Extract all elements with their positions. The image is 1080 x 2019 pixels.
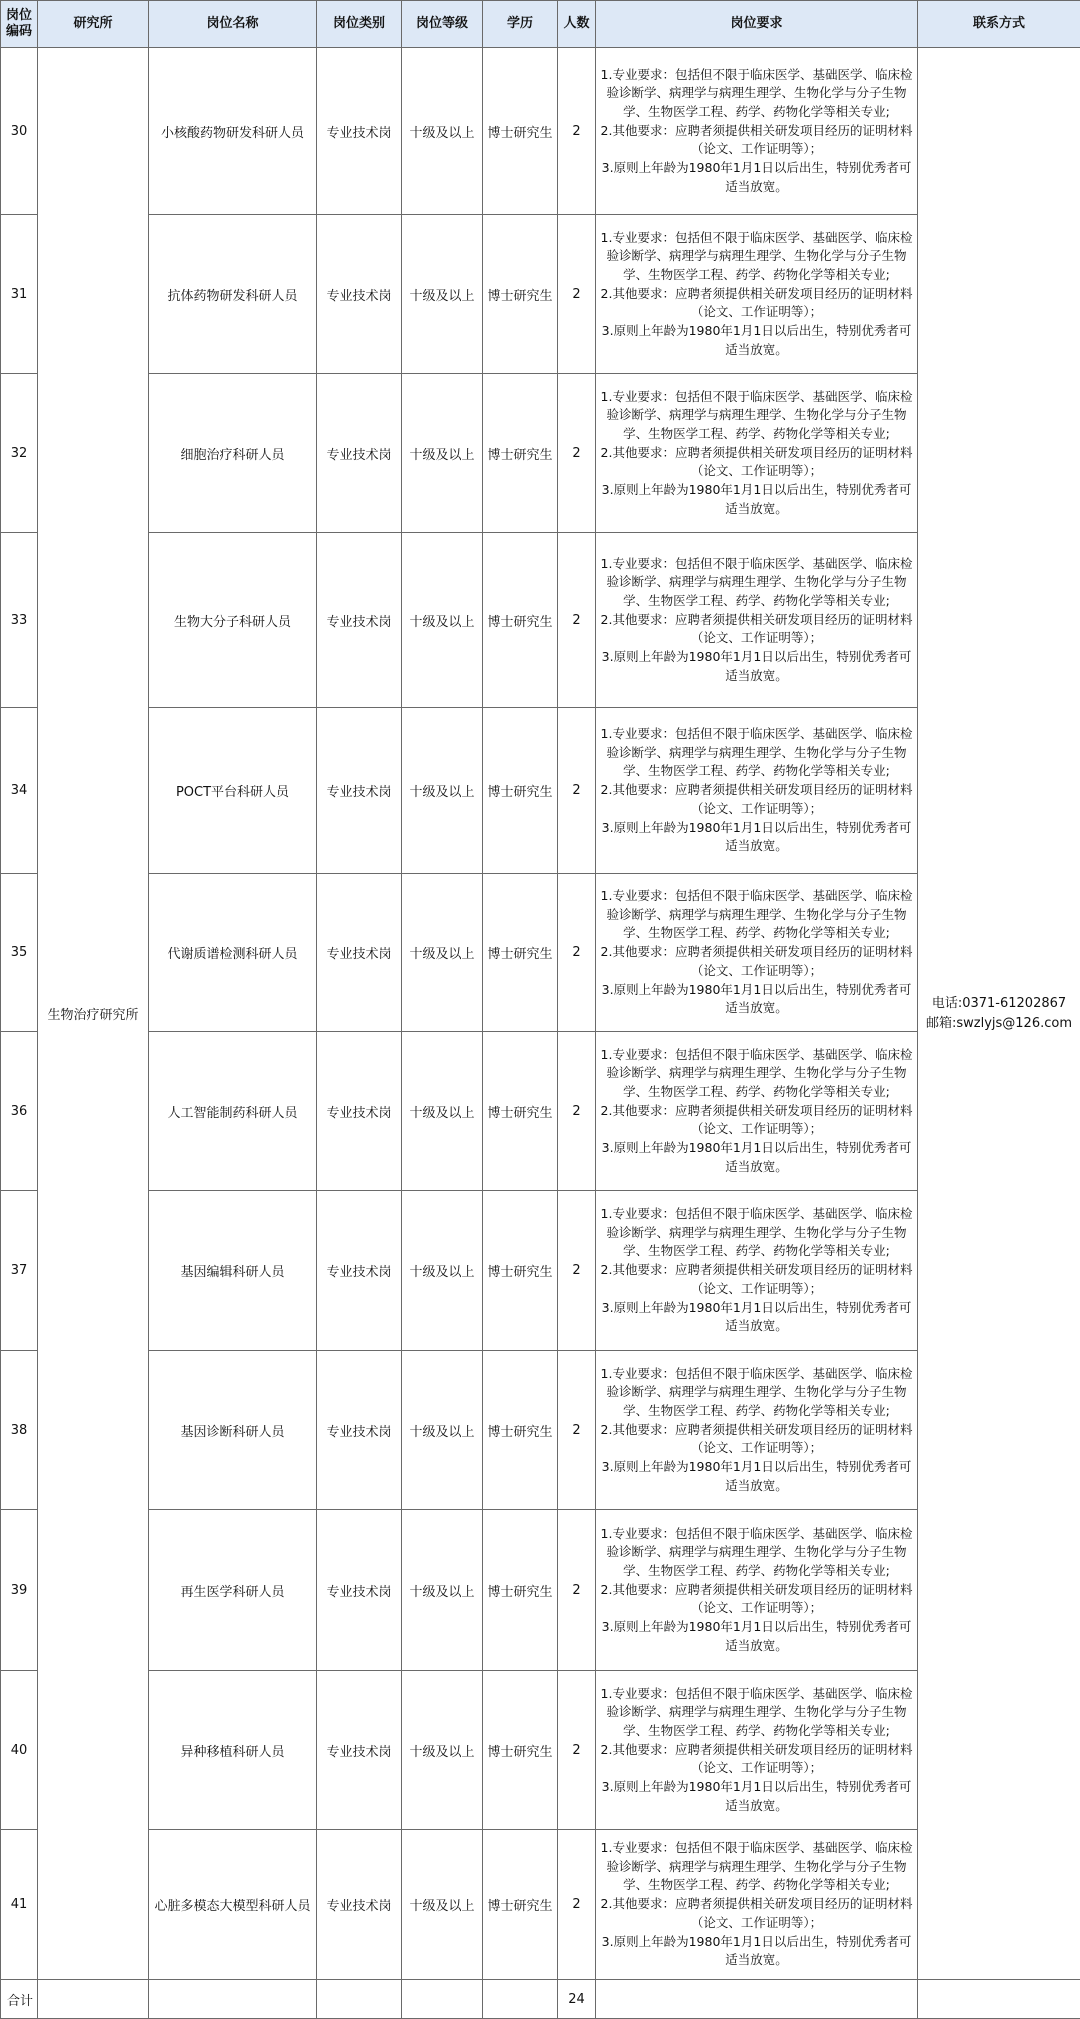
cell-code: 30 [1,48,38,215]
total-empty-cell [38,1980,149,2019]
cell-requirements [596,48,918,215]
cell-code: 37 [1,1191,38,1351]
requirement-line: 3.原则上年龄为1980年1月1日以后出生，特别优秀者可适当放宽。 [596,159,917,196]
requirement-line: 1.专业要求：包括但不限于临床医学、基础医学、临床检验诊断学、病理学与病理生理学、生物化学与分子生物学、生物医学工程、药学、药物化学等相关专业; [596,1685,917,1741]
cell-count: 2 [558,1510,596,1671]
cell-code: 31 [1,215,38,374]
header-count: 人数 [558,1,596,48]
header-category: 岗位类别 [317,1,402,48]
requirement-line: 1.专业要求：包括但不限于临床医学、基础医学、临床检验诊断学、病理学与病理生理学、生物化学与分子生物学、生物医学工程、药学、药物化学等相关专业; [596,388,917,444]
requirement-line: 1.专业要求：包括但不限于临床医学、基础医学、临床检验诊断学、病理学与病理生理学、生物化学与分子生物学、生物医学工程、药学、药物化学等相关专业; [596,1525,917,1581]
requirement-line: 1.专业要求：包括但不限于临床医学、基础医学、临床检验诊断学、病理学与病理生理学、生物化学与分子生物学、生物医学工程、药学、药物化学等相关专业; [596,1839,917,1895]
requirement-line: 2.其他要求：应聘者须提供相关研发项目经历的证明材料（论文、工作证明等）； [596,781,917,818]
contact-email: 邮箱:swzlyjs@126.com [918,1014,1080,1034]
total-count: 24 [558,1980,596,2019]
cell-education: 博士研究生 [483,1191,558,1351]
total-empty-cell [483,1980,558,2019]
header-level: 岗位等级 [402,1,483,48]
requirement-line: 1.专业要求：包括但不限于临床医学、基础医学、临床检验诊断学、病理学与病理生理学、生物化学与分子生物学、生物医学工程、药学、药物化学等相关专业; [596,1365,917,1421]
cell-category: 专业技术岗 [317,1830,402,1980]
cell-education: 博士研究生 [483,215,558,374]
cell-position: 再生医学科研人员 [149,1510,317,1671]
requirement-line: 2.其他要求：应聘者须提供相关研发项目经历的证明材料（论文、工作证明等）； [596,1895,917,1932]
requirement-line: 2.其他要求：应聘者须提供相关研发项目经历的证明材料（论文、工作证明等）； [596,122,917,159]
requirement-line: 3.原则上年龄为1980年1月1日以后出生，特别优秀者可适当放宽。 [596,819,917,856]
cell-count: 2 [558,533,596,708]
header-row [1,1,1080,48]
cell-education: 博士研究生 [483,874,558,1032]
requirement-line: 1.专业要求：包括但不限于临床医学、基础医学、临床检验诊断学、病理学与病理生理学、生物化学与分子生物学、生物医学工程、药学、药物化学等相关专业; [596,887,917,943]
requirement-line: 3.原则上年龄为1980年1月1日以后出生，特别优秀者可适当放宽。 [596,1778,917,1815]
requirement-line: 3.原则上年龄为1980年1月1日以后出生，特别优秀者可适当放宽。 [596,1139,917,1176]
cell-education: 博士研究生 [483,1510,558,1671]
cell-category: 专业技术岗 [317,1351,402,1510]
requirement-line: 3.原则上年龄为1980年1月1日以后出生，特别优秀者可适当放宽。 [596,1933,917,1970]
cell-position: 基因诊断科研人员 [149,1351,317,1510]
cell-level: 十级及以上 [402,1191,483,1351]
table-row [1,48,1080,215]
cell-count: 2 [558,48,596,215]
cell-code: 32 [1,374,38,533]
cell-requirements [596,1191,918,1351]
total-empty-cell [596,1980,918,2019]
cell-level: 十级及以上 [402,533,483,708]
cell-requirements [596,1351,918,1510]
cell-position: 心脏多模态大模型科研人员 [149,1830,317,1980]
total-empty-cell [317,1980,402,2019]
requirement-line: 2.其他要求：应聘者须提供相关研发项目经历的证明材料（论文、工作证明等）； [596,1261,917,1298]
cell-count: 2 [558,1830,596,1980]
cell-education: 博士研究生 [483,708,558,874]
requirement-line: 2.其他要求：应聘者须提供相关研发项目经历的证明材料（论文、工作证明等）； [596,943,917,980]
requirement-line: 2.其他要求：应聘者须提供相关研发项目经历的证明材料（论文、工作证明等）； [596,611,917,648]
cell-education: 博士研究生 [483,1671,558,1830]
cell-level: 十级及以上 [402,874,483,1032]
requirement-line: 3.原则上年龄为1980年1月1日以后出生，特别优秀者可适当放宽。 [596,1618,917,1655]
total-empty-cell [918,1980,1080,2019]
cell-requirements [596,374,918,533]
cell-position: POCT平台科研人员 [149,708,317,874]
cell-category: 专业技术岗 [317,1671,402,1830]
cell-requirements [596,874,918,1032]
cell-requirements [596,708,918,874]
cell-count: 2 [558,215,596,374]
cell-position: 代谢质谱检测科研人员 [149,874,317,1032]
cell-contact [918,48,1080,1980]
cell-category: 专业技术岗 [317,215,402,374]
cell-position: 异种移植科研人员 [149,1671,317,1830]
cell-category: 专业技术岗 [317,533,402,708]
requirement-line: 3.原则上年龄为1980年1月1日以后出生，特别优秀者可适当放宽。 [596,981,917,1018]
requirement-line: 2.其他要求：应聘者须提供相关研发项目经历的证明材料（论文、工作证明等）； [596,1102,917,1139]
requirement-line: 1.专业要求：包括但不限于临床医学、基础医学、临床检验诊断学、病理学与病理生理学、生物化学与分子生物学、生物医学工程、药学、药物化学等相关专业; [596,1046,917,1102]
cell-code: 41 [1,1830,38,1980]
cell-education: 博士研究生 [483,1830,558,1980]
cell-education: 博士研究生 [483,374,558,533]
cell-requirements [596,533,918,708]
cell-code: 33 [1,533,38,708]
cell-position: 抗体药物研发科研人员 [149,215,317,374]
cell-category: 专业技术岗 [317,1032,402,1191]
cell-code: 38 [1,1351,38,1510]
cell-level: 十级及以上 [402,48,483,215]
total-row [1,1980,1080,2019]
total-empty-cell [149,1980,317,2019]
contact-phone: 电话:0371-61202867 [918,994,1080,1014]
cell-requirements [596,1671,918,1830]
cell-requirements [596,1830,918,1980]
cell-category: 专业技术岗 [317,1510,402,1671]
requirement-line: 2.其他要求：应聘者须提供相关研发项目经历的证明材料（论文、工作证明等）； [596,1421,917,1458]
header-position: 岗位名称 [149,1,317,48]
requirement-line: 3.原则上年龄为1980年1月1日以后出生，特别优秀者可适当放宽。 [596,1299,917,1336]
cell-position: 生物大分子科研人员 [149,533,317,708]
cell-code: 36 [1,1032,38,1191]
requirement-line: 3.原则上年龄为1980年1月1日以后出生，特别优秀者可适当放宽。 [596,648,917,685]
requirement-line: 1.专业要求：包括但不限于临床医学、基础医学、临床检验诊断学、病理学与病理生理学、生物化学与分子生物学、生物医学工程、药学、药物化学等相关专业; [596,66,917,122]
cell-count: 2 [558,374,596,533]
requirement-line: 1.专业要求：包括但不限于临床医学、基础医学、临床检验诊断学、病理学与病理生理学、生物化学与分子生物学、生物医学工程、药学、药物化学等相关专业; [596,229,917,285]
cell-count: 2 [558,1671,596,1830]
cell-count: 2 [558,874,596,1032]
cell-institute: 生物治疗研究所 [38,48,149,1980]
cell-category: 专业技术岗 [317,874,402,1032]
cell-count: 2 [558,1351,596,1510]
cell-education: 博士研究生 [483,533,558,708]
cell-position: 基因编辑科研人员 [149,1191,317,1351]
cell-level: 十级及以上 [402,215,483,374]
cell-category: 专业技术岗 [317,374,402,533]
cell-category: 专业技术岗 [317,1191,402,1351]
cell-code: 35 [1,874,38,1032]
cell-level: 十级及以上 [402,1351,483,1510]
requirement-line: 2.其他要求：应聘者须提供相关研发项目经历的证明材料（论文、工作证明等）； [596,285,917,322]
cell-education: 博士研究生 [483,1032,558,1191]
cell-level: 十级及以上 [402,1510,483,1671]
cell-count: 2 [558,708,596,874]
header-education: 学历 [483,1,558,48]
header-code: 岗位编码 [1,1,38,48]
cell-level: 十级及以上 [402,1671,483,1830]
requirement-line: 1.专业要求：包括但不限于临床医学、基础医学、临床检验诊断学、病理学与病理生理学、生物化学与分子生物学、生物医学工程、药学、药物化学等相关专业; [596,1205,917,1261]
requirement-line: 3.原则上年龄为1980年1月1日以后出生，特别优秀者可适当放宽。 [596,481,917,518]
cell-count: 2 [558,1032,596,1191]
requirement-line: 3.原则上年龄为1980年1月1日以后出生，特别优秀者可适当放宽。 [596,1458,917,1495]
cell-education: 博士研究生 [483,48,558,215]
cell-level: 十级及以上 [402,708,483,874]
cell-level: 十级及以上 [402,1830,483,1980]
total-label: 合计 [1,1980,38,2019]
requirement-line: 2.其他要求：应聘者须提供相关研发项目经历的证明材料（论文、工作证明等）； [596,1581,917,1618]
cell-requirements [596,1032,918,1191]
requirement-line: 2.其他要求：应聘者须提供相关研发项目经历的证明材料（论文、工作证明等）； [596,1741,917,1778]
total-empty-cell [402,1980,483,2019]
cell-code: 40 [1,1671,38,1830]
requirement-line: 1.专业要求：包括但不限于临床医学、基础医学、临床检验诊断学、病理学与病理生理学、生物化学与分子生物学、生物医学工程、药学、药物化学等相关专业; [596,555,917,611]
cell-requirements [596,215,918,374]
cell-position: 人工智能制药科研人员 [149,1032,317,1191]
header-contact: 联系方式 [918,1,1080,48]
cell-category: 专业技术岗 [317,48,402,215]
cell-category: 专业技术岗 [317,708,402,874]
cell-education: 博士研究生 [483,1351,558,1510]
cell-requirements [596,1510,918,1671]
requirement-line: 1.专业要求：包括但不限于临床医学、基础医学、临床检验诊断学、病理学与病理生理学、生物化学与分子生物学、生物医学工程、药学、药物化学等相关专业; [596,725,917,781]
cell-code: 39 [1,1510,38,1671]
cell-position: 细胞治疗科研人员 [149,374,317,533]
table-body [1,48,1080,2019]
cell-level: 十级及以上 [402,374,483,533]
requirement-line: 2.其他要求：应聘者须提供相关研发项目经历的证明材料（论文、工作证明等）； [596,444,917,481]
cell-level: 十级及以上 [402,1032,483,1191]
cell-code: 34 [1,708,38,874]
cell-count: 2 [558,1191,596,1351]
header-requirements: 岗位要求 [596,1,918,48]
header-institute: 研究所 [38,1,149,48]
cell-position: 小核酸药物研发科研人员 [149,48,317,215]
requirement-line: 3.原则上年龄为1980年1月1日以后出生，特别优秀者可适当放宽。 [596,322,917,359]
